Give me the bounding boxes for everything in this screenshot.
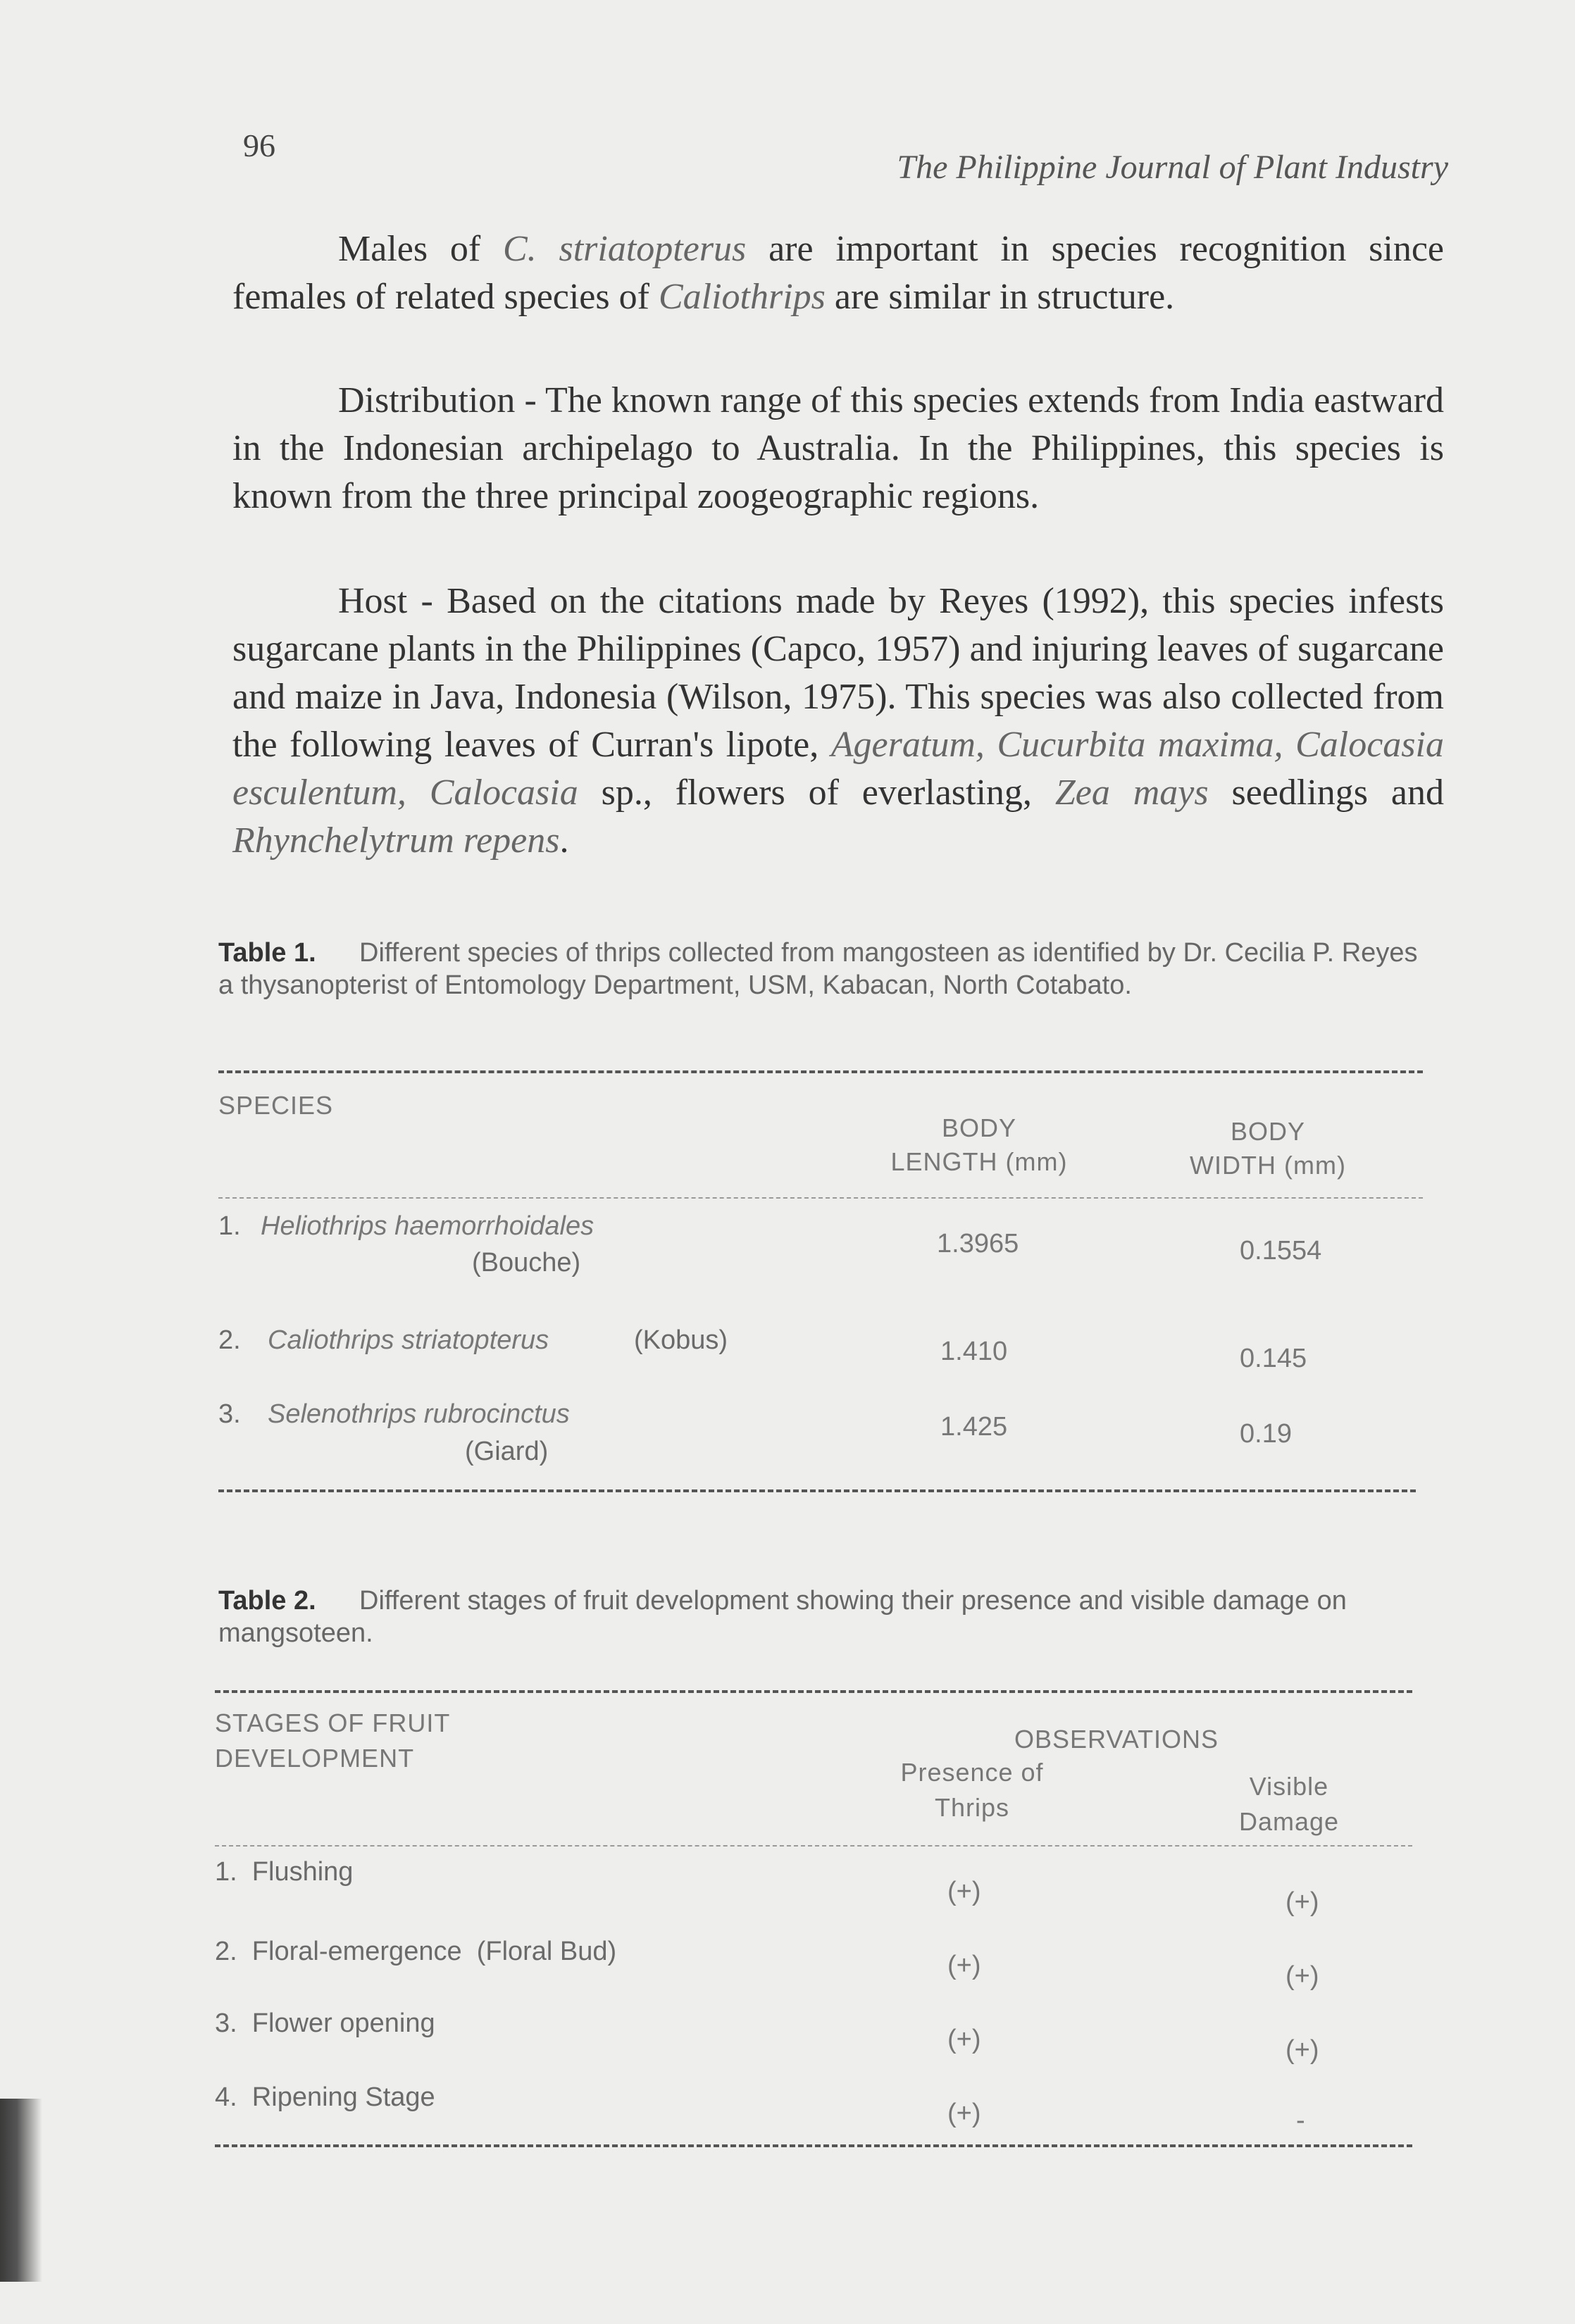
table2-header-presence-2: Thrips (934, 1793, 1010, 1822)
paragraph-males (232, 225, 1444, 321)
text: sp., flowers of everlasting, (578, 773, 1055, 813)
text: Distribution - The known range of this species extends from India eastward in the Indonesian archipelago to Australia. In the Philippines, this species is known from the three principal zoogeographic regions. (232, 380, 1444, 516)
species-name: C. striatopterus (503, 229, 747, 269)
body-length: 1.3965 (937, 1229, 1019, 1258)
visible-damage: (+) (1285, 1961, 1319, 1991)
table2-caption-text: Different stages of fruit development showing their presence and visible damage on mangsoteen. (218, 1586, 1347, 1648)
running-head: The Philippine Journal of Plant Industry (897, 149, 1448, 186)
species-name: Rhynchelytrum repens (232, 820, 560, 861)
stage-name: 2. Floral-emergence (Floral Bud) (215, 1937, 617, 1966)
table1-header-length-2: LENGTH (mm) (890, 1147, 1068, 1176)
scan-binding-shadow (0, 2099, 42, 2282)
presence-of-thrips: (+) (947, 1877, 981, 1906)
table1-caption-text: Different species of thrips collected from mangosteen as identified by Dr. Cecilia P. Reyes a thysanopterist of Entomology Department, USM, Kabacan, North Cotabato. (218, 938, 1418, 1000)
body-width: 0.145 (1240, 1344, 1307, 1373)
species-list: Ageratum, Cucurbita maxima, Calocasia esculentum, Calocasia (232, 725, 1444, 813)
table2-caption (218, 1585, 1430, 1649)
paragraph-distribution (232, 377, 1444, 520)
table1-top-rule (218, 1070, 1423, 1073)
table2-label: Table 2. (218, 1586, 316, 1616)
table2-bottom-rule (215, 2144, 1412, 2147)
text: are important in species recognition since females of related species of (232, 229, 1444, 317)
body-length: 1.410 (940, 1337, 1008, 1366)
species-name: Zea mays (1054, 773, 1209, 813)
table1-header-width-1: BODY (1230, 1117, 1306, 1146)
visible-damage: (+) (1285, 1887, 1319, 1917)
text: are similar in structure. (825, 277, 1175, 317)
visible-damage: (+) (1285, 2035, 1319, 2065)
visible-damage: - (1296, 2106, 1305, 2135)
text: . (559, 820, 569, 861)
text: seedlings and (1208, 773, 1444, 813)
page-number: 96 (243, 127, 275, 163)
table1-header-width-2: WIDTH (mm) (1190, 1151, 1346, 1180)
table2-header-damage-2: Damage (1238, 1807, 1340, 1836)
stage-name: 3. Flower opening (215, 2008, 435, 2038)
paragraph-host (232, 577, 1444, 865)
presence-of-thrips: (+) (947, 1951, 981, 1980)
table1-header-rule (218, 1197, 1423, 1199)
species-author: (Kobus) (634, 1325, 728, 1355)
row-number: 1. (218, 1211, 241, 1241)
stage-name: 1. Flushing (215, 1857, 354, 1887)
text: Host - Based on the citations made by Reyes (1992), this species infests sugarcane plants in the Philippines (Capco, 1957) and injuring leaves of sugarcane and maize in Java, Indonesia (Wilson, 1975). This species was also collected from the following leaves of Curran's lipote, (232, 581, 1444, 765)
body-length: 1.425 (940, 1412, 1008, 1442)
body-width: 0.1554 (1240, 1236, 1322, 1266)
species-name (268, 1324, 549, 1356)
species-name (268, 1398, 570, 1430)
species-name-text: Selenothrips rubrocinctus (268, 1399, 570, 1429)
presence-of-thrips: (+) (947, 2099, 981, 2128)
table2-top-rule (215, 1690, 1412, 1693)
stage-name: 4. Ripening Stage (215, 2082, 435, 2112)
table1-header-length-1: BODY (941, 1113, 1017, 1142)
table2-header-observations: OBSERVATIONS (1014, 1725, 1219, 1754)
genus-name: Caliothrips (658, 277, 826, 317)
body-width: 0.19 (1240, 1419, 1292, 1449)
species-author: (Giard) (465, 1437, 549, 1466)
table2-header-stages-2: DEVELOPMENT (215, 1744, 415, 1773)
table2-header-presence-1: Presence of (900, 1758, 1044, 1787)
table2-header-rule (215, 1845, 1412, 1847)
table2-header-damage-1: Visible (1249, 1772, 1329, 1801)
species-name-text: Caliothrips striatopterus (268, 1325, 549, 1355)
table1-caption (218, 937, 1430, 1001)
row-number: 2. (218, 1325, 241, 1355)
table1-header-species: SPECIES (218, 1091, 334, 1120)
table2-header-stages-1: STAGES OF FRUIT (215, 1708, 451, 1737)
table1-bottom-rule (218, 1489, 1416, 1492)
row-number: 3. (218, 1399, 241, 1429)
text: Males of (338, 229, 503, 269)
presence-of-thrips: (+) (947, 2025, 981, 2054)
table1-label: Table 1. (218, 938, 316, 968)
species-name-text: Heliothrips haemorrhoidales (261, 1211, 594, 1241)
species-author: (Bouche) (472, 1248, 581, 1277)
species-name (261, 1210, 594, 1242)
